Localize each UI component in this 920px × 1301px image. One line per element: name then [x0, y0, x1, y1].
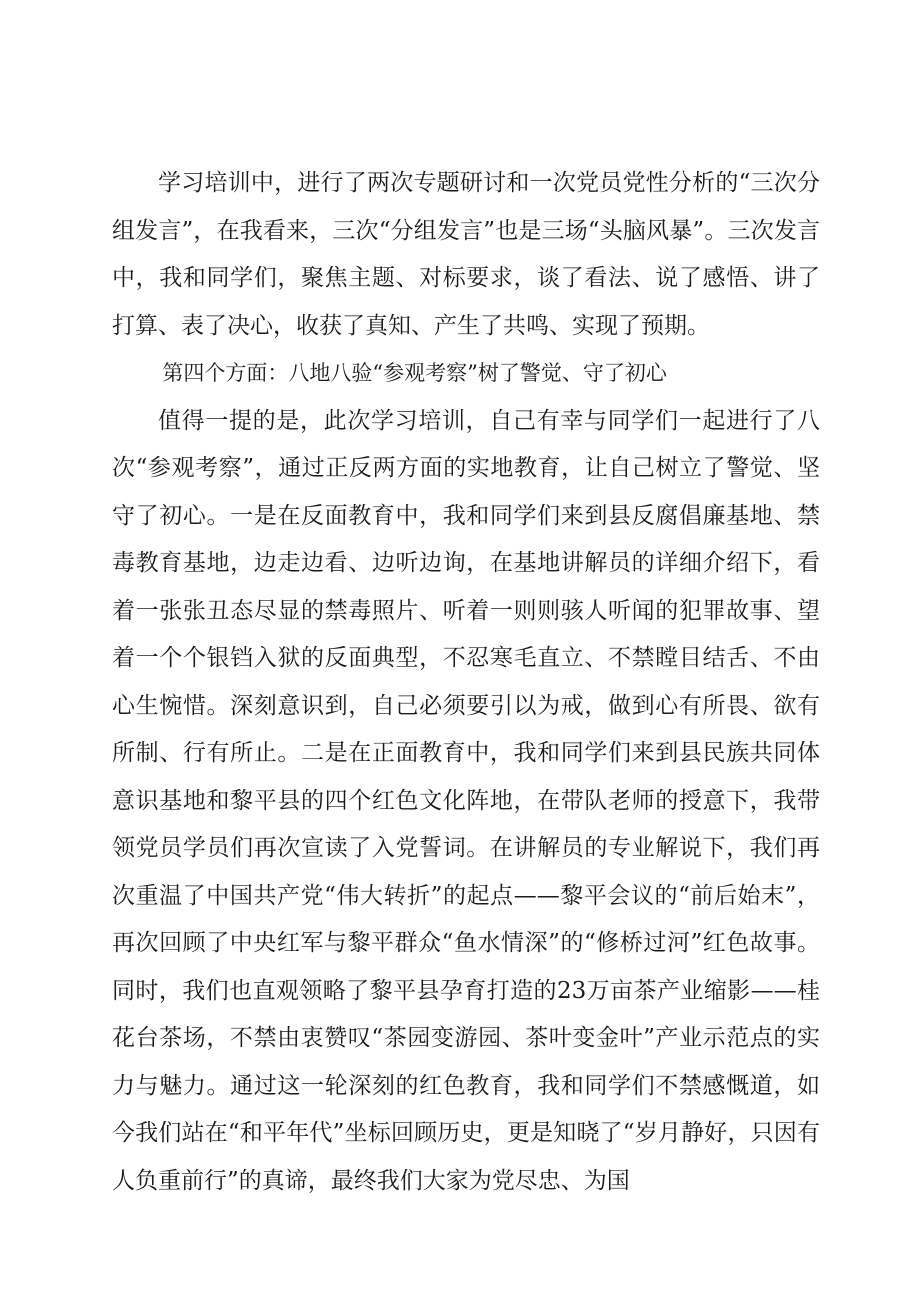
section-heading: 第四个方面：八地八验“参观考察”树了警觉、守了初心	[162, 361, 667, 385]
document-body	[112, 160, 820, 1205]
paragraph-group-speeches: 学习培训中，进行了两次专题研讨和一次党员党性分析的“三次分组发言”，在我看来，三次“分组发言”也是三场“头脑风暴”。三次发言中，我和同学们，聚焦主题、对标要求，谈了看法、说了感悟、讲了打算、表了决心，收获了真知、产生了共鸣、实现了预期。	[112, 170, 820, 339]
paragraph-site-visits: 值得一提的是，此次学习培训，自己有幸与同学们一起进行了八次“参观考察”，通过正反两方面的实地教育，让自己树立了警觉、坚守了初心。一是在反面教育中，我和同学们来到县反腐倡廉基地、禁毒教育基地，边走边看、边听边询，在基地讲解员的详细介绍下，看着一张张丑态尽显的禁毒照片、听着一则则骇人听闻的犯罪故事、望着一个个银铛入狱的反面典型，不忍寒毛直立、不禁瞠目结舌、不由心生惋惜。深刻意识到，自己必须要引以为戒，做到心有所畏、欲有所制、行有所止。二是在正面教育中，我和同学们来到县民族共同体意识基地和黎平县的四个红色文化阵地，在带队老师的授意下，我带领党员学员们再次宣读了入党誓词。在讲解员的专业解说下，我们再次重温了中国共产党“伟大转折”的起点——黎平会议的“前后始末”，再次回顾了中央红军与黎平群众“鱼水情深”的“修桥过河”红色故事。同时，我们也直观领略了黎平县孕育打造的23万亩茶产业缩影——桂花台茶场，不禁由衷赞叹“茶园变游园、茶叶变金叶”产业示范点的实力与魅力。通过这一轮深刻的红色教育，我和同学们不禁感慨道，如今我们站在“和平年代”坐标回顾历史，更是知晓了“岁月静好，只因有人负重前行”的真谛，最终我们大家为党尽忠、为国	[112, 407, 820, 1194]
